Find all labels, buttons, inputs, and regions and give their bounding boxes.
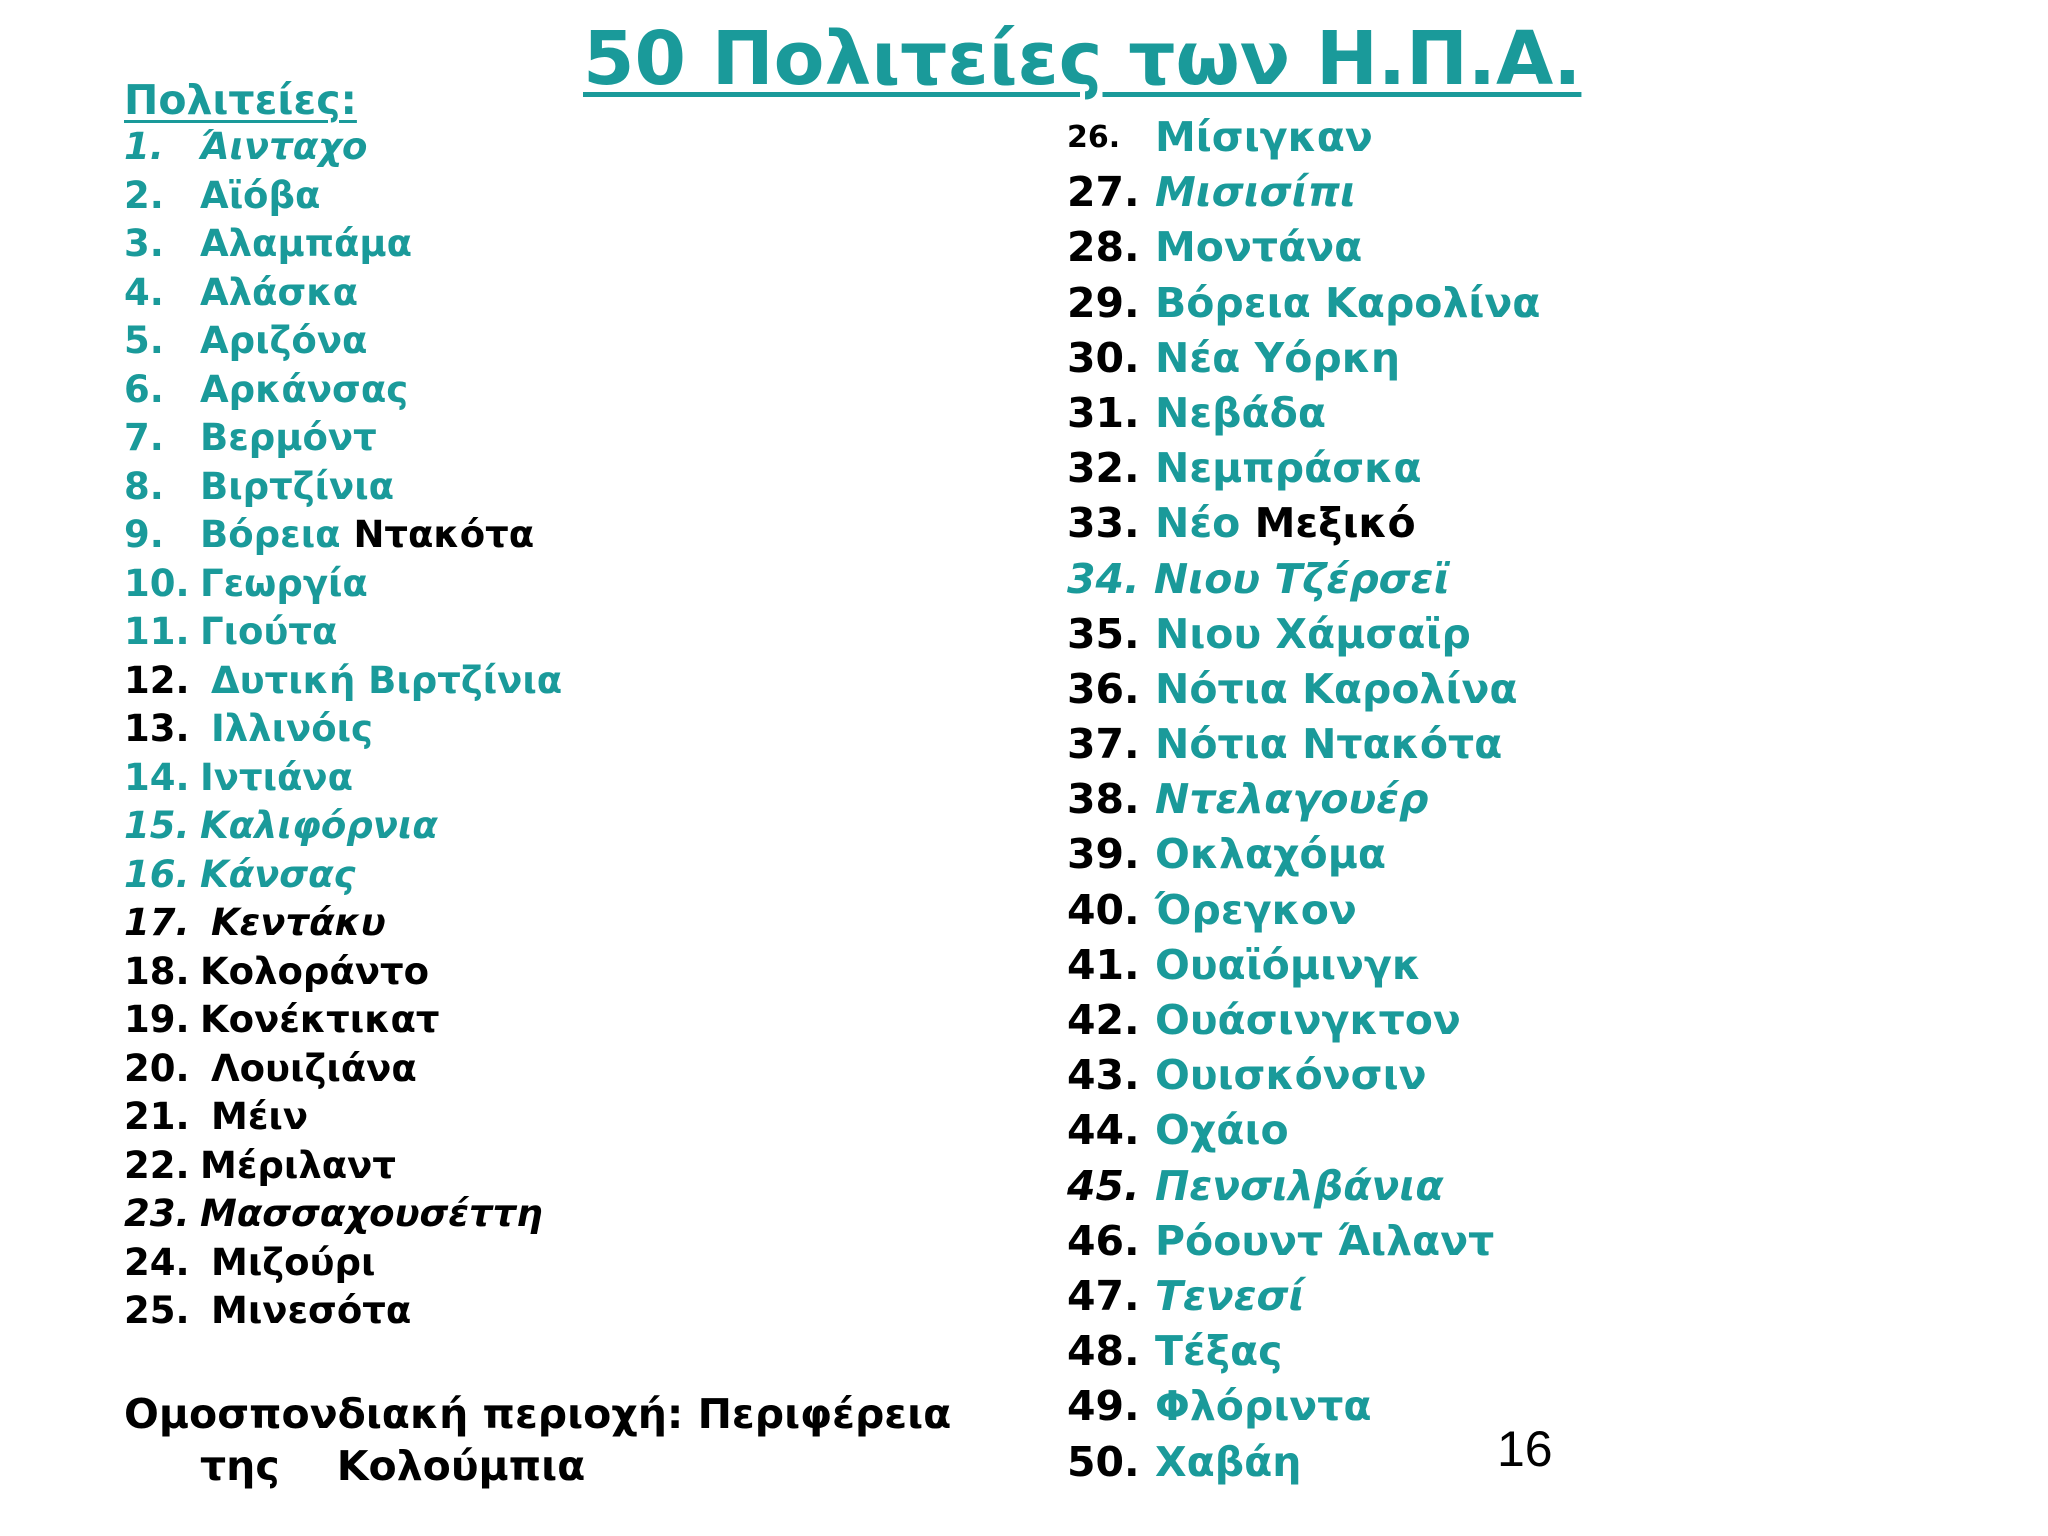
item-number: 17. [124, 901, 190, 944]
item-number: 8. [124, 464, 164, 508]
state-name: Αλαμπάμα [200, 222, 413, 265]
item-number: 33. [1067, 499, 1140, 548]
state-name: Ουαϊόμινγκ [1155, 940, 1421, 989]
federal-district-line2-a: της [200, 1442, 280, 1490]
item-number: 42. [1067, 996, 1140, 1044]
item-number: 43. [1067, 1051, 1140, 1100]
item-number: 6. [124, 367, 164, 411]
state-name: Κονέκτικατ [200, 998, 440, 1041]
item-number: 31. [1067, 388, 1140, 437]
state-name: Μισισίπι [1155, 168, 1356, 217]
item-number: 20. [124, 1046, 190, 1090]
state-name: Όρεγκον [1155, 885, 1357, 934]
page-number: 16 [1497, 1421, 1553, 1477]
state-name: Αλάσκα [200, 270, 358, 314]
state-name: Μοντάνα [1155, 223, 1363, 272]
state-name: Ιντιάνα [200, 755, 354, 799]
state-name: Βόρεια Καρολίνα [1155, 278, 1541, 327]
item-number: 36. [1067, 664, 1140, 713]
state-name: Νιου Χάμσαϊρ [1155, 609, 1471, 658]
item-number: 13. [124, 707, 190, 750]
state-name: Μιζούρι [211, 1240, 376, 1284]
item-number: 24. [124, 1240, 190, 1284]
item-number: 37. [1067, 720, 1140, 769]
state-name [200, 511, 534, 560]
state-name: Άινταχο [200, 125, 368, 168]
state-name: Βιρτζίνια [200, 464, 395, 508]
item-number: 41. [1067, 940, 1140, 989]
item-number: 32. [1067, 444, 1140, 493]
state-name-part: Νέο [1155, 499, 1241, 548]
item-number: 47. [1067, 1271, 1140, 1320]
state-name: Κάνσας [200, 852, 356, 896]
item-number: 12. [124, 658, 190, 702]
state-name: Κολοράντο [200, 949, 430, 993]
state-name: Νότια Ντακότα [1155, 720, 1503, 769]
item-number: 44. [1067, 1106, 1140, 1155]
state-name: Χαβάη [1155, 1437, 1302, 1486]
state-name: Νέα Υόρκη [1155, 333, 1401, 382]
state-name: Νεβάδα [1155, 388, 1326, 437]
state-name-part: Μεξικό [1254, 499, 1416, 548]
state-name: Μέιν [211, 1095, 309, 1138]
federal-district-line1: Ομοσπονδιακή περιοχή: Περιφέρεια [124, 1390, 952, 1438]
state-name: Νότια Καρολίνα [1155, 664, 1518, 713]
item-number: 28. [1067, 223, 1140, 272]
state-name: Μέριλαντ [200, 1143, 396, 1187]
state-entry: 34. Νιου Τζέρσεϊ [1067, 554, 1450, 603]
item-number: 45. [1067, 1161, 1140, 1210]
item-number: 46. [1067, 1216, 1140, 1265]
state-name: Γεωργία [200, 561, 368, 605]
state-name: Ουάσινγκτον [1155, 996, 1461, 1044]
item-number: 50. [1067, 1437, 1140, 1486]
item-number: 48. [1067, 1327, 1140, 1376]
item-number: 39. [1067, 830, 1140, 879]
item-number: 15. [124, 804, 190, 847]
state-name: Ντελαγουέρ [1155, 775, 1429, 824]
state-name: Ουισκόνσιν [1155, 1051, 1427, 1100]
item-number: 25. [124, 1289, 190, 1332]
item-number: 22. [124, 1143, 190, 1187]
state-name: Τέξας [1155, 1327, 1283, 1376]
state-name: Αρκάνσας [200, 367, 409, 411]
item-number: 49. [1067, 1382, 1140, 1431]
item-number: 30. [1067, 333, 1140, 382]
item-number: 3. [124, 222, 164, 265]
state-name: Δυτική Βιρτζίνια [211, 658, 563, 702]
item-number: 9. [124, 513, 164, 556]
state-name: Ιλλινόις [211, 707, 373, 750]
state-name: Μασσαχουσέττη [200, 1192, 543, 1235]
state-name: Βερμόντ [200, 416, 377, 459]
state-name: Λουιζιάνα [211, 1046, 417, 1090]
federal-district-note [124, 1388, 1004, 1492]
state-name [1155, 496, 1416, 551]
federal-district-line2 [124, 1440, 1004, 1492]
item-number: 11. [124, 610, 190, 653]
states-subheading: Πολιτείες: [124, 76, 357, 124]
item-number: 35. [1067, 609, 1140, 658]
state-name: Μινεσότα [211, 1289, 412, 1332]
state-name: Νεμπράσκα [1155, 444, 1422, 493]
state-name: Μίσιγκαν [1155, 113, 1373, 161]
item-number: 4. [124, 270, 164, 314]
item-number: 26. [1067, 120, 1121, 155]
state-name: Αριζόνα [200, 319, 368, 362]
item-number: 38. [1067, 775, 1140, 824]
state-name: Καλιφόρνια [200, 804, 438, 847]
state-name: Οχάιο [1155, 1106, 1289, 1155]
item-number: 29. [1067, 278, 1140, 327]
item-number: 1. [124, 125, 164, 168]
state-name: Γιούτα [200, 610, 338, 653]
state-name: Φλόριντα [1155, 1382, 1372, 1431]
state-name: Τενεσί [1155, 1271, 1305, 1320]
state-name: Αϊόβα [200, 173, 321, 217]
slide-title: 50 Πολιτείες των Η.Π.Α. [583, 16, 1582, 102]
item-number: 23. [124, 1192, 190, 1235]
state-name: Οκλαχόμα [1155, 830, 1387, 879]
federal-district-line2-b: Κολούμπια [336, 1442, 586, 1490]
state-name: Ρόουντ Άιλαντ [1155, 1216, 1495, 1265]
state-name-part: Βόρεια [200, 513, 341, 556]
state-name: Πενσιλβάνια [1155, 1161, 1444, 1210]
item-number: 40. [1067, 885, 1140, 934]
item-number: 10. [124, 561, 190, 605]
item-number: 5. [124, 319, 164, 362]
item-number: 27. [1067, 168, 1140, 217]
item-number: 16. [124, 852, 190, 896]
item-number: 19. [124, 998, 190, 1041]
item-number: 2. [124, 173, 164, 217]
item-number: 21. [124, 1095, 190, 1138]
state-name-part: Ντακότα [353, 513, 535, 556]
item-number: 18. [124, 949, 190, 993]
item-number: 7. [124, 416, 164, 459]
state-name: Κεντάκυ [211, 901, 386, 944]
item-number: 14. [124, 755, 190, 799]
